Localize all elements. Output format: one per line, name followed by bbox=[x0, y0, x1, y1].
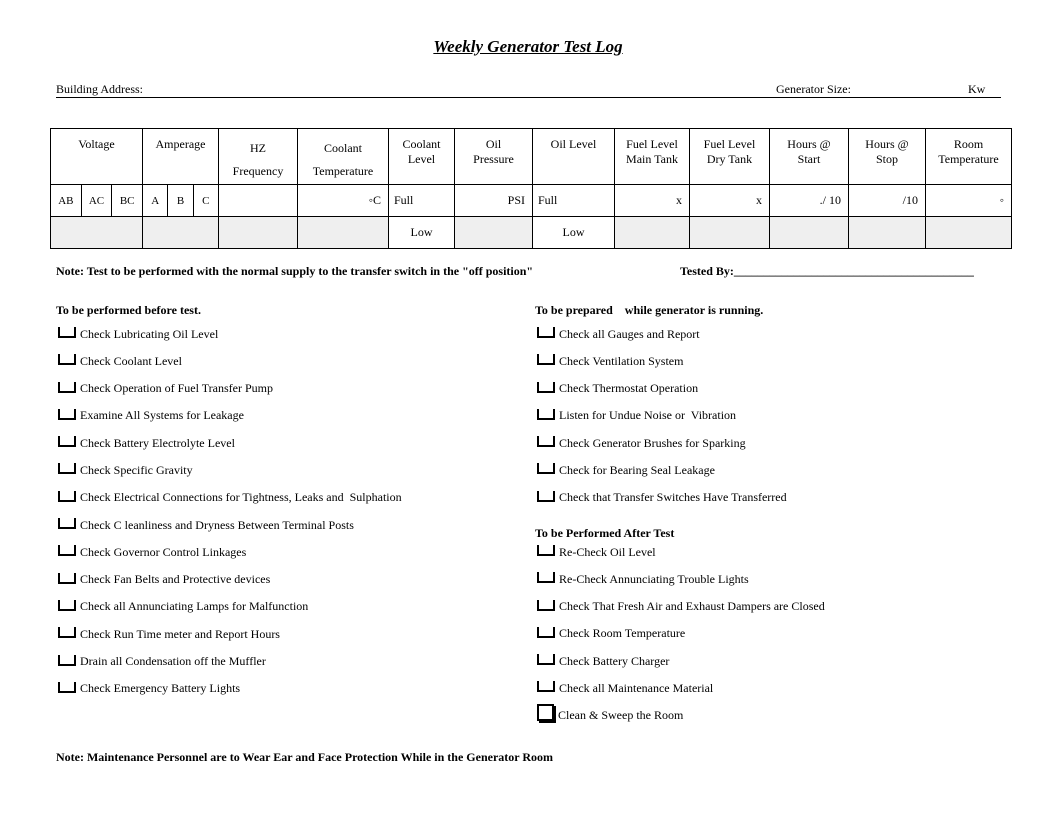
amperage-a[interactable]: A bbox=[143, 185, 168, 216]
checklist-item-label: Check Electrical Connections for Tightness, Leaks and Sulphation bbox=[80, 490, 402, 505]
header-amperage: Amperage bbox=[143, 129, 219, 185]
checklist-item[interactable] bbox=[537, 599, 825, 615]
checklist-item[interactable] bbox=[58, 544, 402, 560]
checklist-item[interactable] bbox=[58, 435, 402, 451]
checklist-item[interactable] bbox=[537, 408, 787, 424]
checklist-item[interactable] bbox=[58, 353, 402, 369]
header-fuel-main: Fuel Level Main Tank bbox=[615, 129, 690, 185]
header-coolant-level: Coolant Level bbox=[389, 129, 455, 185]
header-voltage: Voltage bbox=[51, 129, 143, 185]
checklist-item[interactable] bbox=[537, 381, 787, 397]
voltage-phases bbox=[51, 185, 143, 217]
checkbox-icon[interactable] bbox=[58, 573, 76, 584]
checklist-item-label: Examine All Systems for Leakage bbox=[80, 408, 244, 423]
address-underline bbox=[56, 97, 1001, 98]
kw-label: Kw bbox=[968, 82, 986, 96]
checklist-item[interactable] bbox=[58, 326, 402, 342]
checklist-item[interactable] bbox=[58, 517, 402, 533]
checkbox-icon[interactable] bbox=[537, 572, 555, 583]
header-coolant-temp: Coolant Temperature bbox=[298, 129, 389, 185]
header-room-temp: Room Temperature bbox=[926, 129, 1012, 185]
checklist-item-label: Check Fan Belts and Protective devices bbox=[80, 572, 271, 587]
checkbox-icon[interactable] bbox=[58, 409, 76, 420]
checklist-item-label: Drain all Condensation off the Muffler bbox=[80, 654, 266, 669]
oil-pressure-field[interactable]: PSI bbox=[455, 185, 533, 217]
checklist-item-label: Check That Fresh Air and Exhaust Dampers are Closed bbox=[559, 599, 825, 614]
header-hours-start: Hours @ Start bbox=[770, 129, 849, 185]
checkbox-icon[interactable] bbox=[537, 704, 554, 721]
checklist-item-label: Check Coolant Level bbox=[80, 353, 182, 368]
checkbox-icon[interactable] bbox=[58, 682, 76, 693]
checkbox-icon[interactable] bbox=[58, 382, 76, 393]
checklist-item[interactable] bbox=[537, 653, 825, 669]
checkbox-icon[interactable] bbox=[537, 681, 555, 692]
fuel-dry-field[interactable]: x bbox=[690, 185, 770, 217]
shaded-cell bbox=[690, 217, 770, 249]
checklist-item[interactable] bbox=[537, 462, 787, 478]
checklist-item[interactable] bbox=[537, 490, 787, 506]
checklist-item-label: Check Governor Control Linkages bbox=[80, 544, 247, 559]
checkbox-icon[interactable] bbox=[537, 463, 555, 474]
header-oil-pressure: Oil Pressure bbox=[455, 129, 533, 185]
checklist-item-label: Check all Maintenance Material bbox=[559, 680, 714, 695]
coolant-level-low[interactable]: Low bbox=[389, 217, 455, 249]
checkbox-icon[interactable] bbox=[58, 463, 76, 474]
checklist-item-label: Check Run Time meter and Report Hours bbox=[80, 626, 280, 641]
before-test-list bbox=[58, 326, 402, 708]
checklist-item[interactable] bbox=[537, 435, 787, 451]
generator-size-label: Generator Size: bbox=[776, 82, 851, 96]
voltage-ab[interactable]: AB bbox=[51, 185, 82, 216]
while-running-heading: To be prepared while generator is running. bbox=[535, 303, 764, 317]
checklist-item[interactable] bbox=[537, 626, 825, 642]
checklist-item-label: Check Specific Gravity bbox=[80, 462, 193, 477]
checklist-item-label: Check Lubricating Oil Level bbox=[80, 326, 219, 341]
voltage-ac[interactable]: AC bbox=[82, 185, 113, 216]
checkbox-icon[interactable] bbox=[537, 600, 555, 611]
shaded-cell bbox=[51, 217, 143, 249]
checklist-item[interactable] bbox=[58, 408, 402, 424]
checklist-item[interactable] bbox=[537, 326, 787, 342]
checklist-item-label: Check Battery Charger bbox=[559, 653, 670, 668]
hours-stop-field[interactable]: /10 bbox=[849, 185, 926, 217]
checklist-item-label: Check Emergency Battery Lights bbox=[80, 681, 241, 696]
shaded-cell bbox=[615, 217, 690, 249]
checklist-item[interactable] bbox=[58, 599, 402, 615]
coolant-level-full[interactable]: Full bbox=[389, 185, 455, 217]
checkbox-icon[interactable] bbox=[58, 627, 76, 638]
checklist-item[interactable] bbox=[58, 572, 402, 588]
checkbox-icon[interactable] bbox=[537, 654, 555, 665]
checkbox-icon[interactable] bbox=[58, 327, 76, 338]
shaded-cell bbox=[143, 217, 219, 249]
checklist-item-label: Clean & Sweep the Room bbox=[558, 708, 684, 723]
checklist-item[interactable] bbox=[58, 462, 402, 478]
generator-log-table bbox=[50, 128, 1012, 249]
checkbox-icon[interactable] bbox=[537, 491, 555, 502]
fuel-main-field[interactable]: x bbox=[615, 185, 690, 217]
shaded-cell bbox=[298, 217, 389, 249]
checklist-item[interactable] bbox=[58, 654, 402, 670]
checkbox-icon[interactable] bbox=[537, 545, 555, 556]
oil-level-full[interactable]: Full bbox=[533, 185, 615, 217]
checkbox-icon[interactable] bbox=[537, 627, 555, 638]
checklist-item[interactable] bbox=[537, 353, 787, 369]
checklist-item-label: Check Battery Electrolyte Level bbox=[80, 435, 235, 450]
checklist-item[interactable] bbox=[537, 680, 825, 696]
before-test-heading: To be performed before test. bbox=[56, 303, 201, 317]
checkbox-icon[interactable] bbox=[58, 354, 76, 365]
shaded-cell bbox=[455, 217, 533, 249]
shaded-cell bbox=[926, 217, 1012, 249]
checklist-item[interactable] bbox=[58, 490, 402, 506]
checkbox-icon[interactable] bbox=[58, 436, 76, 447]
checkbox-icon[interactable] bbox=[58, 545, 76, 556]
after-test-list bbox=[537, 544, 825, 735]
voltage-bc[interactable]: BC bbox=[119, 194, 135, 207]
checklist-item[interactable] bbox=[58, 626, 402, 642]
checklist-item-label: Check all Annunciating Lamps for Malfunction bbox=[80, 599, 309, 614]
checklist-item-label: Check all Gauges and Report bbox=[559, 326, 700, 341]
hz-field[interactable] bbox=[219, 185, 298, 217]
room-temp-field[interactable]: ◦ bbox=[926, 185, 1012, 217]
note-top: Note: Test to be performed with the normal supply to the transfer switch in the "off position" bbox=[56, 264, 534, 278]
note-bottom: Note: Maintenance Personnel are to Wear Ear and Face Protection While in the Generator Room bbox=[56, 750, 554, 764]
header-hz: HZ Frequency bbox=[219, 129, 298, 185]
checklist-item[interactable] bbox=[537, 571, 825, 587]
checkbox-icon[interactable] bbox=[537, 409, 555, 420]
oil-level-low[interactable]: Low bbox=[533, 217, 615, 249]
coolant-temp-field[interactable]: ◦C bbox=[298, 185, 389, 217]
page-title: Weekly Generator Test Log bbox=[433, 37, 623, 56]
checkbox-icon[interactable] bbox=[58, 655, 76, 666]
amperage-b[interactable]: B bbox=[168, 185, 193, 216]
checklist-item-label: Check that Transfer Switches Have Transferred bbox=[559, 490, 787, 505]
header-oil-level: Oil Level bbox=[533, 129, 615, 185]
header-hours-stop: Hours @ Stop bbox=[849, 129, 926, 185]
checklist-item-label: Re-Check Oil Level bbox=[559, 544, 656, 559]
building-address-label: Building Address: bbox=[56, 82, 144, 96]
checklist-item-label: Listen for Undue Noise or Vibration bbox=[559, 408, 737, 423]
while-running-list bbox=[537, 326, 787, 517]
checklist-item[interactable] bbox=[537, 708, 825, 724]
checkbox-icon[interactable] bbox=[537, 327, 555, 338]
shaded-cell bbox=[219, 217, 298, 249]
checkbox-icon[interactable] bbox=[58, 518, 76, 529]
checklist-item-label: Check Thermostat Operation bbox=[559, 381, 699, 396]
checklist-item-label: Re-Check Annunciating Trouble Lights bbox=[559, 571, 749, 586]
checklist-item[interactable] bbox=[58, 681, 402, 697]
amperage-phases bbox=[143, 185, 219, 217]
header-fuel-dry: Fuel Level Dry Tank bbox=[690, 129, 770, 185]
checklist-item-label: Check C leanliness and Dryness Between Terminal Posts bbox=[80, 517, 354, 532]
shaded-cell bbox=[770, 217, 849, 249]
checklist-item-label: Check Generator Brushes for Sparking bbox=[559, 435, 746, 450]
checklist-item[interactable] bbox=[58, 381, 402, 397]
checkbox-icon[interactable] bbox=[537, 382, 555, 393]
checklist-item-label: Check for Bearing Seal Leakage bbox=[559, 462, 715, 477]
checkbox-icon[interactable] bbox=[58, 600, 76, 611]
tested-by-label: Tested By:________________________________________ bbox=[680, 264, 974, 278]
checkbox-icon[interactable] bbox=[537, 354, 555, 365]
shaded-cell bbox=[849, 217, 926, 249]
after-test-heading: To be Performed After Test bbox=[535, 526, 675, 540]
checklist-item-label: Check Room Temperature bbox=[559, 626, 686, 641]
checklist-item-label: Check Ventilation System bbox=[559, 353, 684, 368]
checklist-item[interactable] bbox=[537, 544, 825, 560]
amperage-c[interactable]: C bbox=[202, 194, 210, 207]
checklist-item-label: Check Operation of Fuel Transfer Pump bbox=[80, 381, 273, 396]
checkbox-icon[interactable] bbox=[58, 491, 76, 502]
hours-start-field[interactable]: ./ 10 bbox=[770, 185, 849, 217]
checkbox-icon[interactable] bbox=[537, 436, 555, 447]
